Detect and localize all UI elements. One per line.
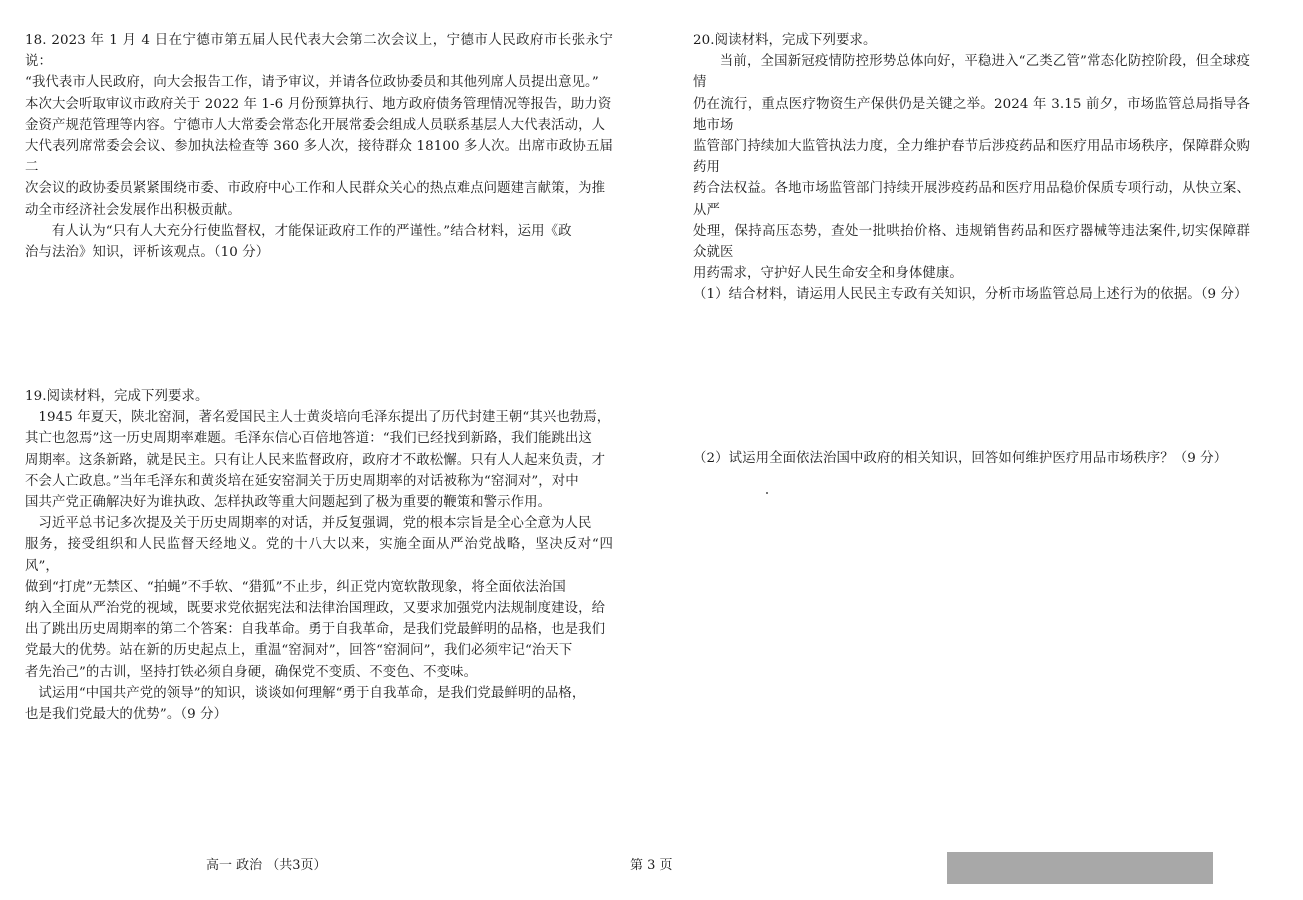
question-19 xyxy=(25,386,613,725)
footer-course-label: 高一 政治 （共3页） xyxy=(206,858,327,873)
q19-para2-line: 做到“打虎”无禁区、“拍蝇”不手软、“猎狐”不止步，纠正党内宽软散现象，将全面依法治国 xyxy=(25,579,566,595)
q19-heading: 19.阅读材料，完成下列要求。 xyxy=(25,389,209,404)
q19-para1-line: 不会人亡政息。”当年毛泽东和黄炎培在延安窑洞关于历史周期率的对话被称为“窑洞对”，对中 xyxy=(25,473,579,489)
q20-para-line: 药合法权益。各地市场监管部门持续开展涉疫药品和医疗用品稳价保质专项行动，从快立案、从严 xyxy=(693,181,1250,218)
q19-para2-line: 出了跳出历史周期率的第二个答案：自我革命。勇于自我革命，是我们党最鲜明的品格，也是我们 xyxy=(25,622,606,638)
q18-line: 次会议的政协委员紧紧围绕市委、市政府中心工作和人民群众关心的热点难点问题建言献策，为推 xyxy=(25,181,606,197)
q19-para1-line: 其亡也忽焉”这一历史周期率难题。毛泽东信心百倍地答道：“我们已经找到新路，我们能跳出这 xyxy=(25,431,593,447)
q19-para2-line: 纳入全面从严治党的视域，既要求党依据宪法和法律治国理政，又要求加强党内法规制度建设，给 xyxy=(25,601,606,617)
question-20 xyxy=(693,30,1250,306)
q18-question-line: 有人认为“只有人大充分行使监督权，才能保证政府工作的严谨性。”结合材料，运用《政 xyxy=(51,223,572,239)
q19-para2-line: 者先治己”的古训，坚持打铁必须自身硬，确保党不变质、不变色、不变味。 xyxy=(25,664,478,680)
q19-para2-line: 党最大的优势。站在新的历史起点上，重温“窑洞对”，回答“窑洞问”，我们必须牢记“治天下 xyxy=(25,643,573,659)
scan-speck xyxy=(766,492,768,494)
q19-para1-line: 国共产党正确解决好为谁执政、怎样执政等重大问题起到了极为重要的鞭策和警示作用。 xyxy=(25,495,552,511)
q20-para-line: 用药需求，守护好人民生命安全和身体健康。 xyxy=(693,266,963,282)
q18-line: 大代表列席常委会会议、参加执法检查等 360 多人次，接待群众 18100 多人次。出席市政协五届二 xyxy=(25,139,613,176)
q18-line: 动全市经济社会发展作出积极贡献。 xyxy=(25,202,241,218)
q18-line: 18. 2023 年 1 月 4 日在宁德市第五届人民代表大会第二次会议上，宁德市人民政府市长张永宁说： xyxy=(25,33,613,70)
q20-sub-question-2: （2）试运用全面依法治国中政府的相关知识，回答如何维护医疗用品市场秩序？（9 分） xyxy=(693,451,1228,466)
q20-para-line: 监管部门持续加大监管执法力度，全力维护春节后涉疫药品和医疗用品市场秩序，保障群众购药用 xyxy=(693,139,1250,176)
question-20-part-2 xyxy=(693,448,1250,469)
footer-page-number: 第 3 页 xyxy=(630,858,673,873)
q19-para2-line: 习近平总书记多次提及关于历史周期率的对话，并反复强调，党的根本宗旨是全心全意为人民 xyxy=(38,516,592,532)
redaction-box xyxy=(947,852,1213,884)
q18-line: 本次大会听取审议市政府关于 2022 年 1-6 月份预算执行、地方政府债务管理情况等报告，助力资 xyxy=(25,96,612,112)
q18-line: “我代表市人民政府，向大会报告工作，请予审议，并请各位政协委员和其他列席人员提出意见。” xyxy=(25,75,599,91)
q20-sub-question-1: （1）结合材料，请运用人民民主专政有关知识，分析市场监管总局上述行为的依据。（9 分） xyxy=(693,287,1248,303)
q20-para-line: 处理，保持高压态势，查处一批哄抬价格、违规销售药品和医疗器械等违法案件,切实保障群众就医 xyxy=(693,223,1250,261)
q20-para-line: 仍在流行，重点医疗物资生产保供仍是关键之举。2024 年 3.15 前夕，市场监管总局指导各地市场 xyxy=(693,96,1250,133)
question-18 xyxy=(25,30,613,263)
q19-question-line: 也是我们党最大的优势”。（9 分） xyxy=(25,707,228,723)
q18-line: 金资产规范管理等内容。宁德市人大常委会常态化开展常委会组成人员联系基层人大代表活动，人 xyxy=(25,117,606,133)
q19-para1-line: 周期率。这条新路，就是民主。只有让人民来监督政府，政府才不敢松懈。只有人人起来负责，才 xyxy=(25,452,606,468)
q20-para-line: 当前，全国新冠疫情防控形势总体向好，平稳进入“乙类乙管”常态化防控阶段，但全球疫情 xyxy=(693,54,1250,91)
q19-para2-line: 服务，接受组织和人民监督天经地义。党的十八大以来，实施全面从严治党战略，坚决反对“四风”， xyxy=(25,537,613,574)
q20-heading: 20.阅读材料，完成下列要求。 xyxy=(693,33,877,48)
q19-para1-line: 1945 年夏天，陕北窑洞，著名爱国民主人士黄炎培向毛泽东提出了历代封建王朝“其兴也勃焉， xyxy=(38,410,611,426)
q18-question-line: 治与法治》知识，评析该观点。（10 分） xyxy=(25,245,270,261)
q19-question-line: 试运用“中国共产党的领导”的知识，谈谈如何理解“勇于自我革命，是我们党最鲜明的品格， xyxy=(38,685,586,701)
